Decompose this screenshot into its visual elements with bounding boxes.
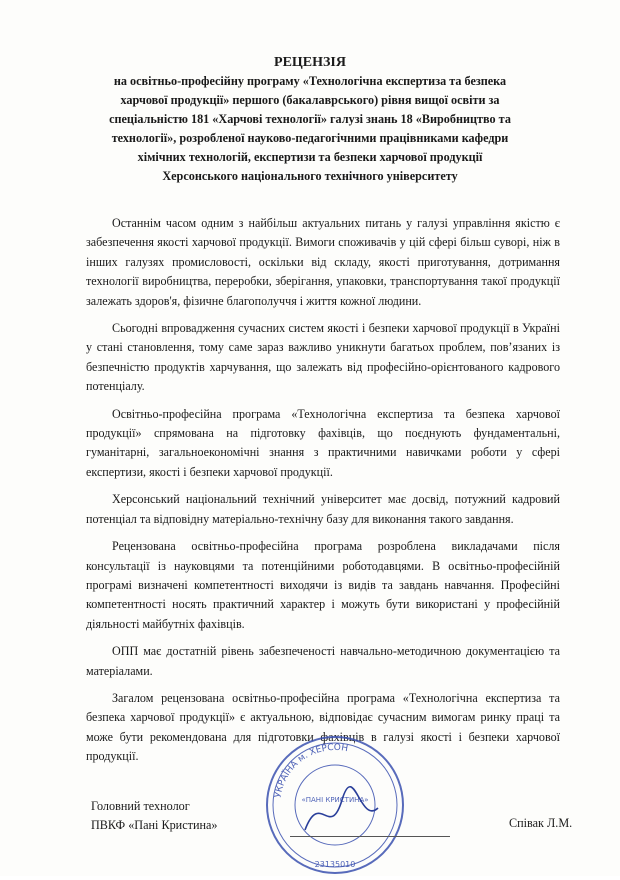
body-paragraph: Херсонський національний технічний університет має досвід, потужний кадровий потенціал та відповідну матеріально-технічну базу для виконання такого завдання. xyxy=(86,492,560,526)
document-title: РЕЦЕНЗІЯ xyxy=(274,55,346,70)
subtitle-line: на освітньо-професійну програму «Технологічна експертиза та безпека xyxy=(113,74,507,88)
company-stamp xyxy=(260,730,410,880)
subtitle-line: хімічних технологій, експертизи та безпеки харчової продукції xyxy=(137,150,483,164)
handwritten-signature xyxy=(305,787,378,830)
document-heading xyxy=(60,54,560,186)
stamp-inner-text: «ПАНІ КРИСТИНА» xyxy=(301,796,369,804)
signatory-position xyxy=(91,797,218,835)
body-paragraph: ОПП має достатній рівень забезпеченості навчально-методичною документацією та матеріалами. xyxy=(86,644,560,678)
body-paragraph: Загалом рецензована освітньо-професійна програма «Технологічна експертиза та безпека харчової продукції» є актуальною, відповідає сучасним вимогам ринку праці та може бути рекомендована для підготовки фахівців в галузі якості і безпеки харчової продукції. xyxy=(86,690,560,764)
body-paragraph: Останнім часом одним з найбільш актуальних питань у галузі управління якістю є забезпечення якості харчової продукції. Вимоги споживачів у цій сфері більш суворі, ніж в інших галузях промисловості, оскільки від складу, якості приготування, дотримання технології виробництва, переробки, зберігання, упаковки, транспортування такої продукції залежать здоров'я, фізичне благополуччя і життя кожної людини. xyxy=(86,216,560,308)
subtitle-line: Херсонського національного технічного університету xyxy=(162,169,458,183)
subtitle-line: технології», розробленої науково-педагогічними працівниками кафедри xyxy=(111,131,509,145)
stamp-outer-text: УКРАЇНА м. ХЕРСОН xyxy=(273,742,349,799)
signatory-company: ПВКФ «Пані Кристина» xyxy=(91,818,218,832)
body-paragraph: Освітньо-професійна програма «Технологічна експертиза та безпека харчової продукції» спрямована на підготовку фахівців, що поєднують фундаментальні, гуманітарні, загальноекономічні знання з практичними навичками роботи у сфері експертизи, якості і безпеки харчової продукції. xyxy=(86,406,560,479)
document-body xyxy=(86,214,560,775)
body-paragraph: Рецензована освітньо-професійна програма розроблена викладачами після консультації із науковцями та потенційними роботодавцями. В освітньо-професійній програмі визначені компетентності виходячи із видів та завдань навчання. Професійні компетентності носять практичний характер і можуть бути використані у професійній діяльності майбутніх фахівців. xyxy=(86,539,560,631)
signatory-title: Головний технолог xyxy=(91,799,190,813)
stamp-code: 23135010 xyxy=(314,860,356,869)
signatory-name: Співак Л.М. xyxy=(509,816,573,830)
signature-line xyxy=(290,836,450,837)
subtitle-line: спеціальністю 181 «Харчові технології» галузі знань 18 «Виробництво та xyxy=(109,112,511,126)
body-paragraph: Сьогодні впровадження сучасних систем якості і безпеки харчової продукції в Україні у стані становлення, тому саме зараз важливо уникнути багатьох проблем, пов’язаних із безпечністю продуктів харчування, що залежать від професійно-орієнтованого кадрового потенціалу. xyxy=(86,321,560,394)
subtitle-line: харчової продукції» першого (бакалаврського) рівня вищої освіти за xyxy=(120,93,500,107)
